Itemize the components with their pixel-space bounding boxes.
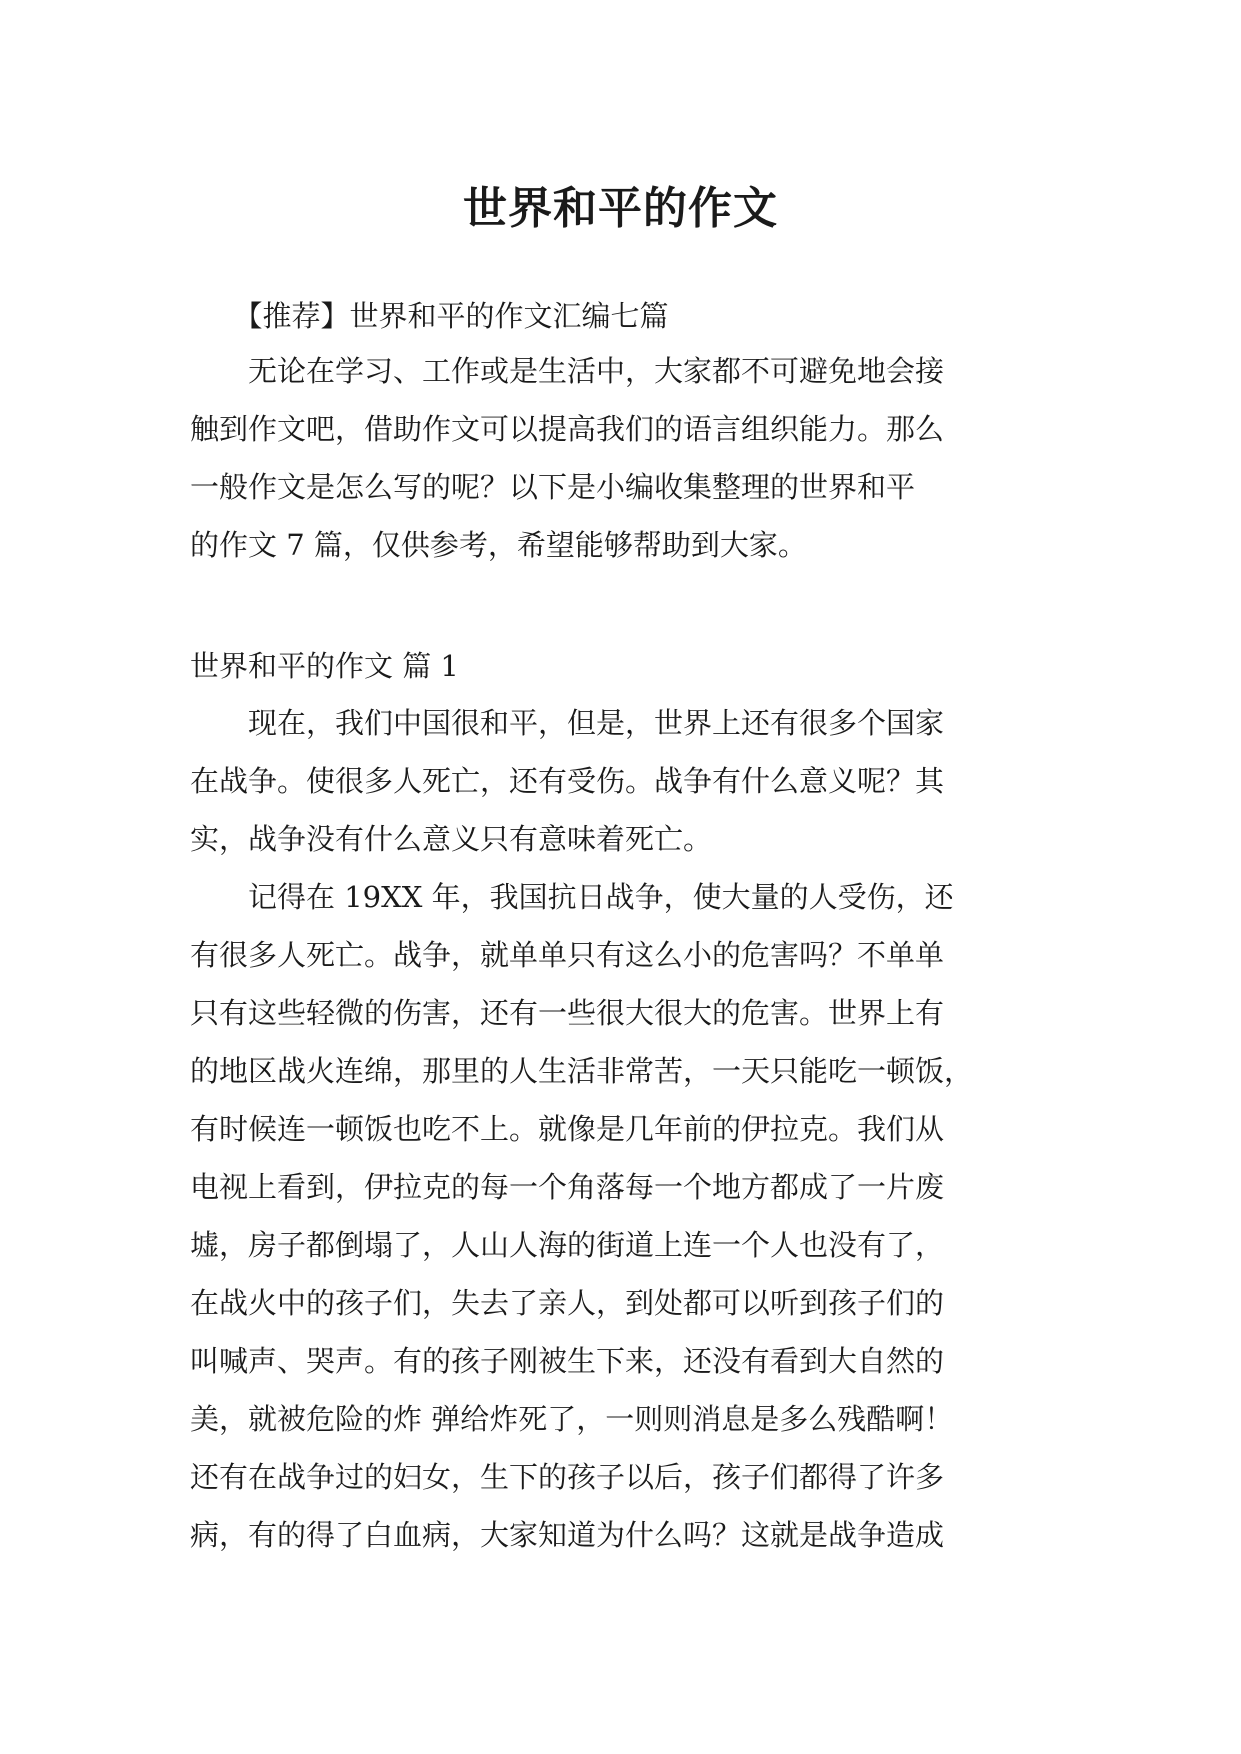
text-line: 无论在学习、工作或是生活中，大家都不可避免地会接 — [190, 354, 945, 388]
text-line: 的地区战火连绵，那里的人生活非常苦，一天只能吃一顿饭， — [190, 1054, 974, 1088]
text-line: 触到作文吧，借助作文可以提高我们的语言组织能力。那么 — [190, 412, 945, 446]
text-line: 实，战争没有什么意义只有意味着死亡。 — [190, 822, 713, 856]
document-title: 世界和平的作文 — [463, 183, 778, 235]
text-line: 在战火中的孩子们，失去了亲人，到处都可以听到孩子们的 — [190, 1286, 945, 1320]
text-line: 在战争。使很多人死亡，还有受伤。战争有什么意义呢？其 — [190, 764, 945, 798]
text-line: 有很多人死亡。战争，就单单只有这么小的危害吗？不单单 — [190, 938, 945, 972]
text-line: 【推荐】世界和平的作文汇编七篇 — [190, 299, 669, 333]
text-line: 病，有的得了白血病，大家知道为什么吗？这就是战争造成 — [190, 1518, 945, 1552]
text-line: 还有在战争过的妇女，生下的孩子以后，孩子们都得了许多 — [190, 1460, 945, 1494]
section-heading: 世界和平的作文 篇 1 — [190, 649, 459, 683]
text-line: 墟，房子都倒塌了，人山人海的街道上连一个人也没有了， — [190, 1228, 945, 1262]
text-line: 美，就被危险的炸 弹给炸死了，一则则消息是多么残酷啊！ — [190, 1402, 954, 1436]
text-line: 只有这些轻微的伤害，还有一些很大很大的危害。世界上有 — [190, 996, 945, 1030]
text-line: 一般作文是怎么写的呢？以下是小编收集整理的世界和平 — [190, 470, 916, 504]
text-line: 记得在 19XX 年，我国抗日战争，使大量的人受伤，还 — [190, 880, 954, 914]
text-line: 叫喊声、哭声。有的孩子刚被生下来，还没有看到大自然的 — [190, 1344, 945, 1378]
text-line: 现在，我们中国很和平，但是，世界上还有很多个国家 — [190, 706, 945, 740]
text-line: 有时候连一顿饭也吃不上。就像是几年前的伊拉克。我们从 — [190, 1112, 945, 1146]
text-line: 电视上看到，伊拉克的每一个角落每一个地方都成了一片废 — [190, 1170, 945, 1204]
text-line: 的作文 7 篇，仅供参考，希望能够帮助到大家。 — [190, 528, 807, 562]
